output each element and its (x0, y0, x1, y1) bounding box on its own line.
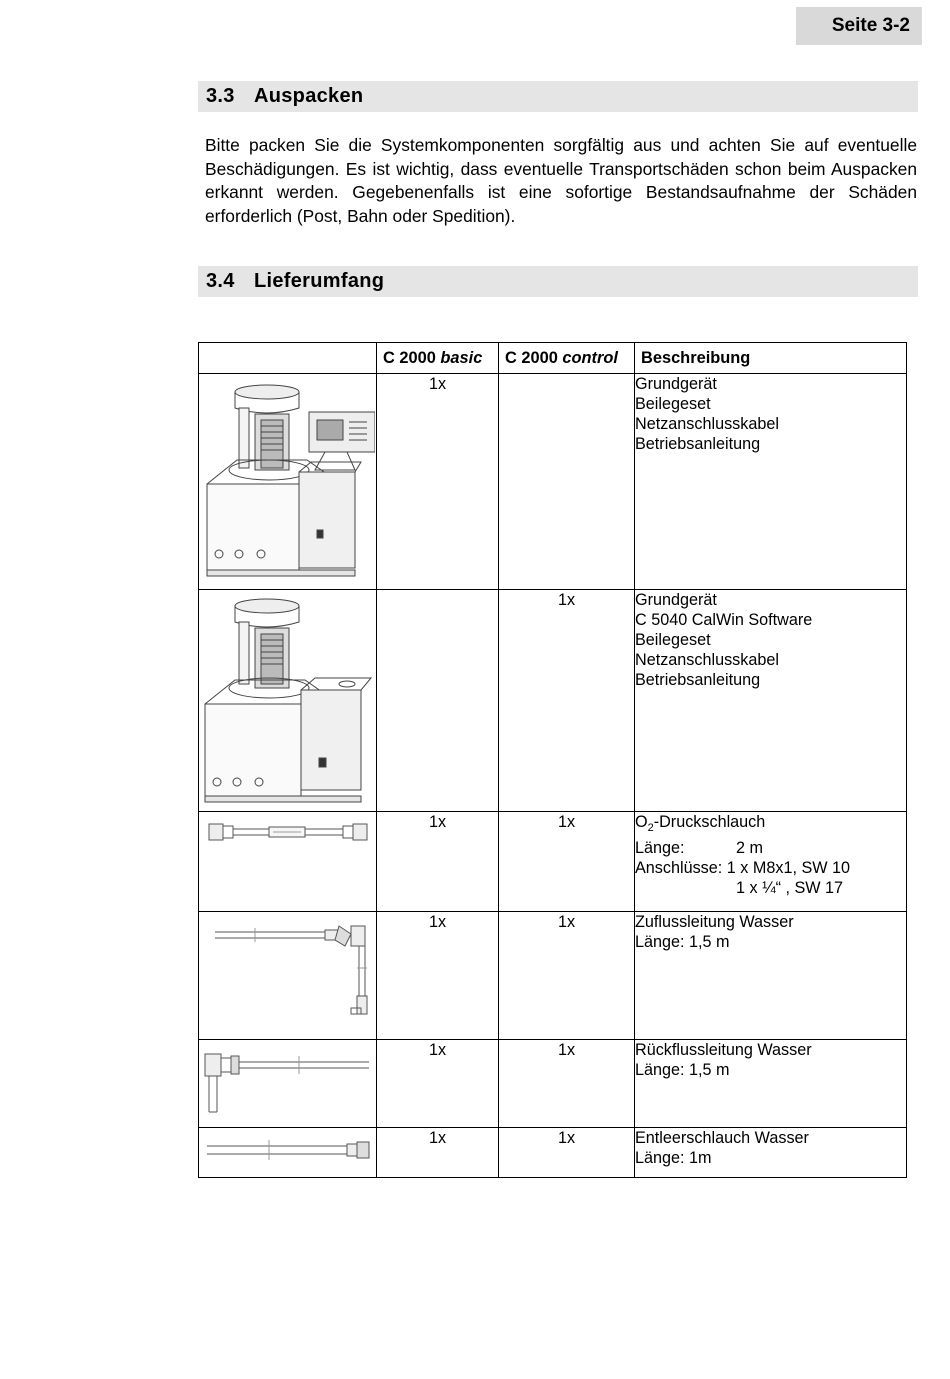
header-description: Beschreibung (635, 343, 907, 374)
item-description: Grundgerät C 5040 CalWin Software Beilegeset Netzanschlusskabel Betriebsanleitung (635, 590, 907, 812)
section-heading-scope (198, 266, 918, 297)
table-row (199, 590, 907, 812)
qty-control: 1x (499, 590, 635, 812)
table-row (199, 374, 907, 590)
qty-control: 1x (499, 1128, 635, 1178)
qty-basic (377, 590, 499, 812)
qty-basic: 1x (377, 1040, 499, 1128)
water-inlet-hose-icon (199, 912, 377, 1040)
hose-connections-2: 1 x ¼“ , SW 17 (736, 879, 844, 898)
section-title: Lieferumfang (254, 270, 385, 292)
page-number-badge: Seite 3-2 (796, 7, 922, 45)
item-description: Rückflussleitung Wasser Länge: 1,5 m (635, 1040, 907, 1128)
table-row (199, 1128, 907, 1178)
pressure-hose-icon (199, 812, 377, 912)
qty-basic: 1x (377, 1128, 499, 1178)
qty-control: 1x (499, 912, 635, 1040)
hose-name: $O_2$-Druckschlauch (635, 813, 766, 835)
qty-control: 1x (499, 1040, 635, 1128)
calorimeter-with-controller-icon (199, 374, 377, 590)
qty-basic: 1x (377, 812, 499, 912)
header-basic: C 2000 basic (377, 343, 499, 374)
item-description (635, 812, 907, 912)
table-row (199, 1040, 907, 1128)
table-header-row (199, 343, 907, 374)
header-control: C 2000 control (499, 343, 635, 374)
delivery-scope-table (198, 342, 907, 1178)
hose-connections: Anschlüsse: 1 x M8x1, SW 10 (635, 859, 851, 878)
item-description: Grundgerät Beilegeset Netzanschlusskabel Betriebsanleitung (635, 374, 907, 590)
table-row (199, 912, 907, 1040)
section-number: 3.4 (206, 270, 235, 292)
qty-control: 1x (499, 812, 635, 912)
water-return-hose-icon (199, 1040, 377, 1128)
qty-basic: 1x (377, 912, 499, 1040)
header-image (199, 343, 377, 374)
drain-hose-icon (199, 1128, 377, 1178)
qty-basic: 1x (377, 374, 499, 590)
calorimeter-icon (199, 590, 377, 812)
item-description: Zuflussleitung Wasser Länge: 1,5 m (635, 912, 907, 1040)
item-description: Entleerschlauch Wasser Länge: 1m (635, 1128, 907, 1178)
qty-control (499, 374, 635, 590)
section-heading-unpack (198, 81, 918, 112)
hose-length: Länge: 2 m (635, 839, 763, 858)
table-row (199, 812, 907, 912)
section-title: Auspacken (254, 85, 364, 107)
section-number: 3.3 (206, 85, 235, 107)
unpack-paragraph: Bitte packen Sie die Systemkomponenten sorgfältig aus und achten Sie auf eventuelle Beschädigungen. Es ist wichtig, dass eventuelle Transportschäden schon beim Auspacken erkannt werden. Gegebenenfalls ist eine sofortige Bestandsaufnahme der Schäden erforderlich (Post, Bahn oder Spedition). (205, 135, 917, 226)
